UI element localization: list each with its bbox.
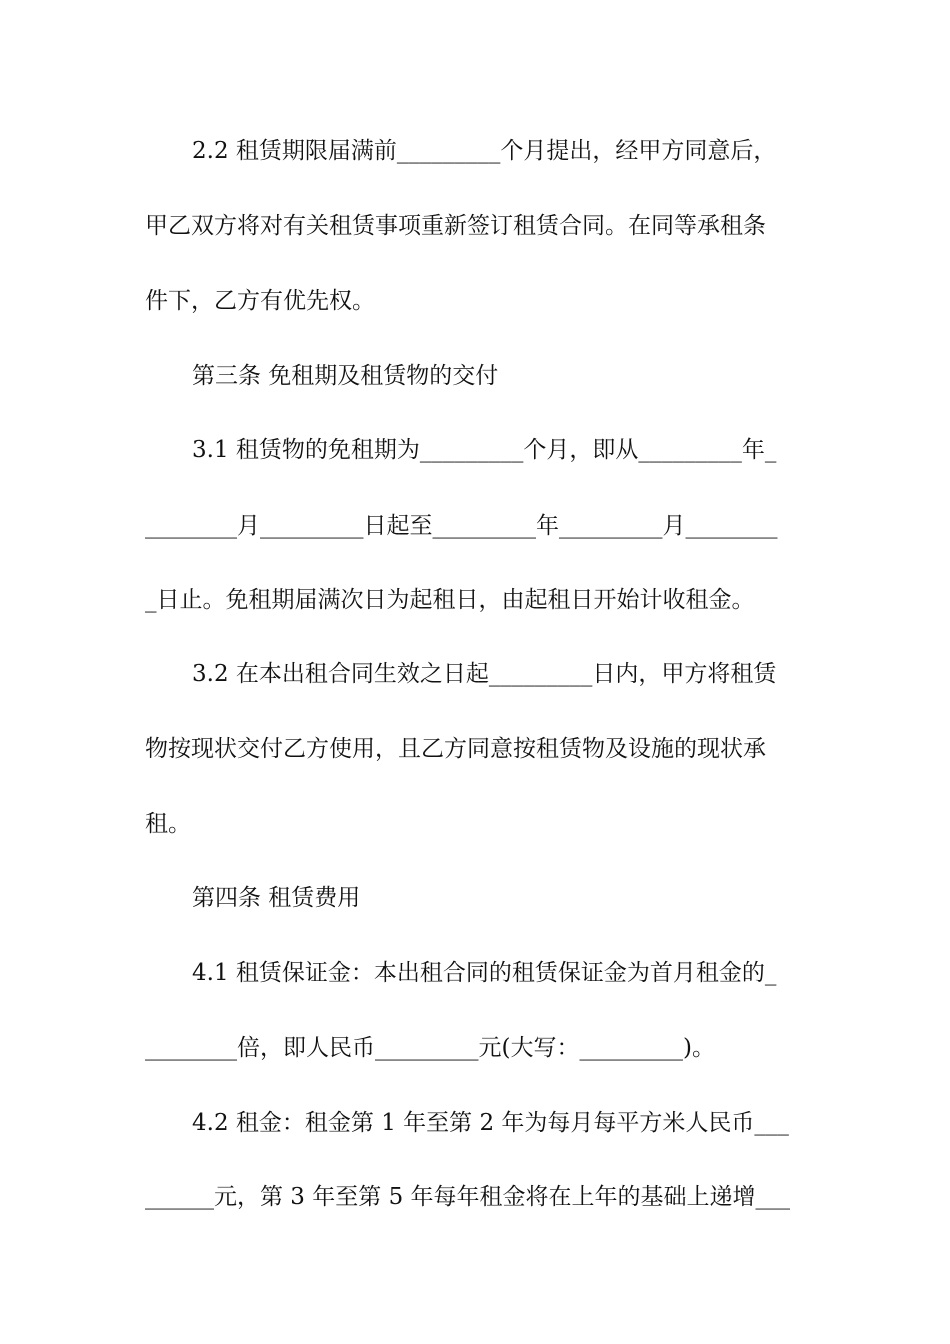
article-3-heading: 第三条 免租期及租赁物的交付 [192, 363, 499, 389]
para-3-1-line-1: 3.1 租赁物的免租期为_________个月，即从_________年_ [192, 437, 777, 463]
para-4-1-line-1: 4.1 租赁保证金：本出租合同的租赁保证金为首月租金的_ [192, 960, 777, 986]
para-4-1-line-2: ________倍，即人民币_________元(大写：_________)。 [145, 1035, 715, 1061]
para-3-1-line-2: ________月_________日起至_________年_________月________ [145, 513, 778, 539]
para-3-1-line-3: _日止。免租期届满次日为起租日，由起租日开始计收租金。 [145, 587, 755, 613]
para-2-2-line-2: 甲乙双方将对有关租赁事项重新签订租赁合同。在同等承租条 [145, 213, 766, 239]
para-3-2-line-1: 3.2 在本出租合同生效之日起_________日内，甲方将租赁 [192, 661, 777, 687]
article-4-heading: 第四条 租赁费用 [192, 885, 361, 911]
para-2-2-line-3: 件下，乙方有优先权。 [145, 288, 375, 314]
para-3-2-line-3: 租。 [145, 811, 191, 837]
para-4-2-line-1: 4.2 租金：租金第 1 年至第 2 年为每月每平方米人民币___ [192, 1110, 789, 1136]
para-2-2-line-1: 2.2 租赁期限届满前_________个月提出，经甲方同意后， [192, 138, 777, 164]
para-3-2-line-2: 物按现状交付乙方使用，且乙方同意按租赁物及设施的现状承 [145, 736, 766, 762]
para-4-2-line-2: ______元，第 3 年至第 5 年每年租金将在上年的基础上递增___ [145, 1184, 791, 1210]
